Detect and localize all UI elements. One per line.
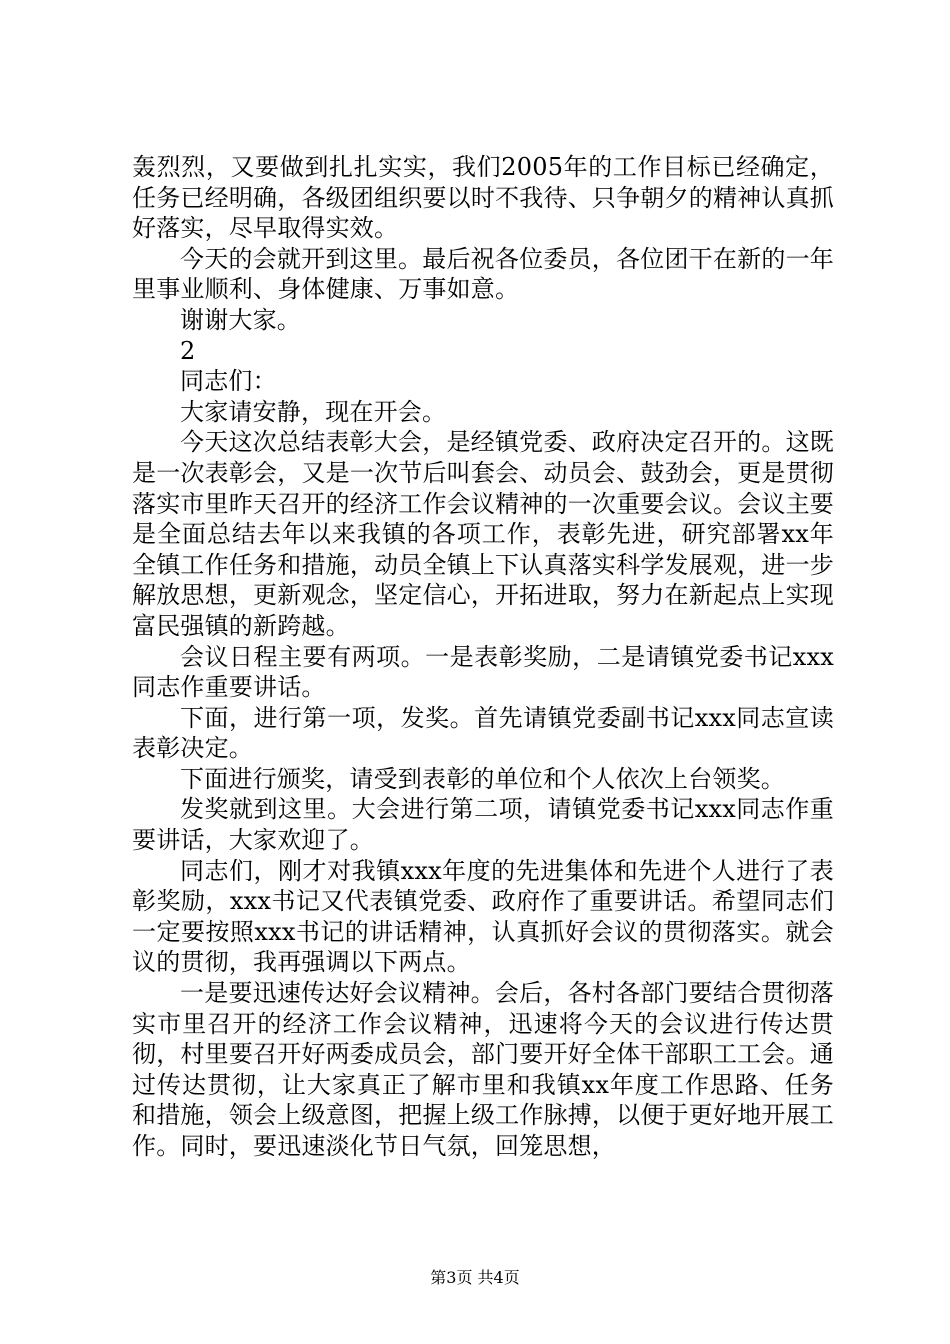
salutation: 同志们：: [180, 367, 277, 396]
paragraph: 今天这次总结表彰大会，是经镇党委、政府决定召开的。这既是一次表彰会，又是一次节后叫套会、动员会、鼓劲会，更是贯彻落实市里昨天召开的经济工作会议精神的一次重要会议。会议主要是全面总结去年以来我镇的各项工作，表彰先进，研究部署xx年全镇工作任务和措施，动员全镇上下认真落实科学发展观，进一步解放思想，更新观念，坚定信心，开拓进取，努力在新起点上实现富民强镇的新跨越。: [132, 428, 834, 640]
paragraph: 下面，进行第一项，发奖。首先请镇党委副书记xxx同志宣读表彰决定。: [132, 703, 834, 763]
paragraph: 谢谢大家。: [180, 305, 301, 334]
section-number: 2: [180, 336, 196, 365]
paragraph: 同志们，刚才对我镇xxx年度的先进集体和先进个人进行了表彰奖励，xxx书记又代表镇党委、政府作了重要讲话。希望同志们一定要按照xxx书记的讲话精神，认真抓好会议的贯彻落实。就会议的贯彻，我再强调以下两点。: [132, 856, 834, 977]
paragraph: 发奖就到这里。大会进行第二项，请镇党委书记xxx同志作重要讲话，大家欢迎了。: [132, 795, 834, 855]
page-footer: 第3页 共4页: [430, 1268, 520, 1287]
paragraph: 下面进行颁奖，请受到表彰的单位和个人依次上台领奖。: [180, 764, 785, 793]
paragraph: 一是要迅速传达好会议精神。会后，各村各部门要结合贯彻落实市里召开的经济工作会议精神，迅速将今天的会议进行传达贯彻，村里要召开好两委成员会，部门要开好全体干部职工工会。通过传达贯彻，让大家真正了解市里和我镇xx年度工作思路、任务和措施，领会上级意图，把握上级工作脉搏，以便于更好地开展工作。同时，要迅速淡化节日气氛，回笼思想，: [132, 979, 834, 1160]
paragraph: 会议日程主要有两项。一是表彰奖励，二是请镇党委书记xxx同志作重要讲话。: [132, 642, 834, 702]
paragraph: 轰烈烈，又要做到扎扎实实，我们2005年的工作目标已经确定，任务已经明确，各级团组织要以时不我待、只争朝夕的精神认真抓好落实，尽早取得实效。: [132, 153, 834, 243]
paragraph: 大家请安静，现在开会。: [180, 397, 447, 426]
paragraph: 今天的会就开到这里。最后祝各位委员，各位团干在新的一年里事业顺利、身体健康、万事如意。: [132, 244, 834, 304]
document-body: [132, 152, 834, 1162]
